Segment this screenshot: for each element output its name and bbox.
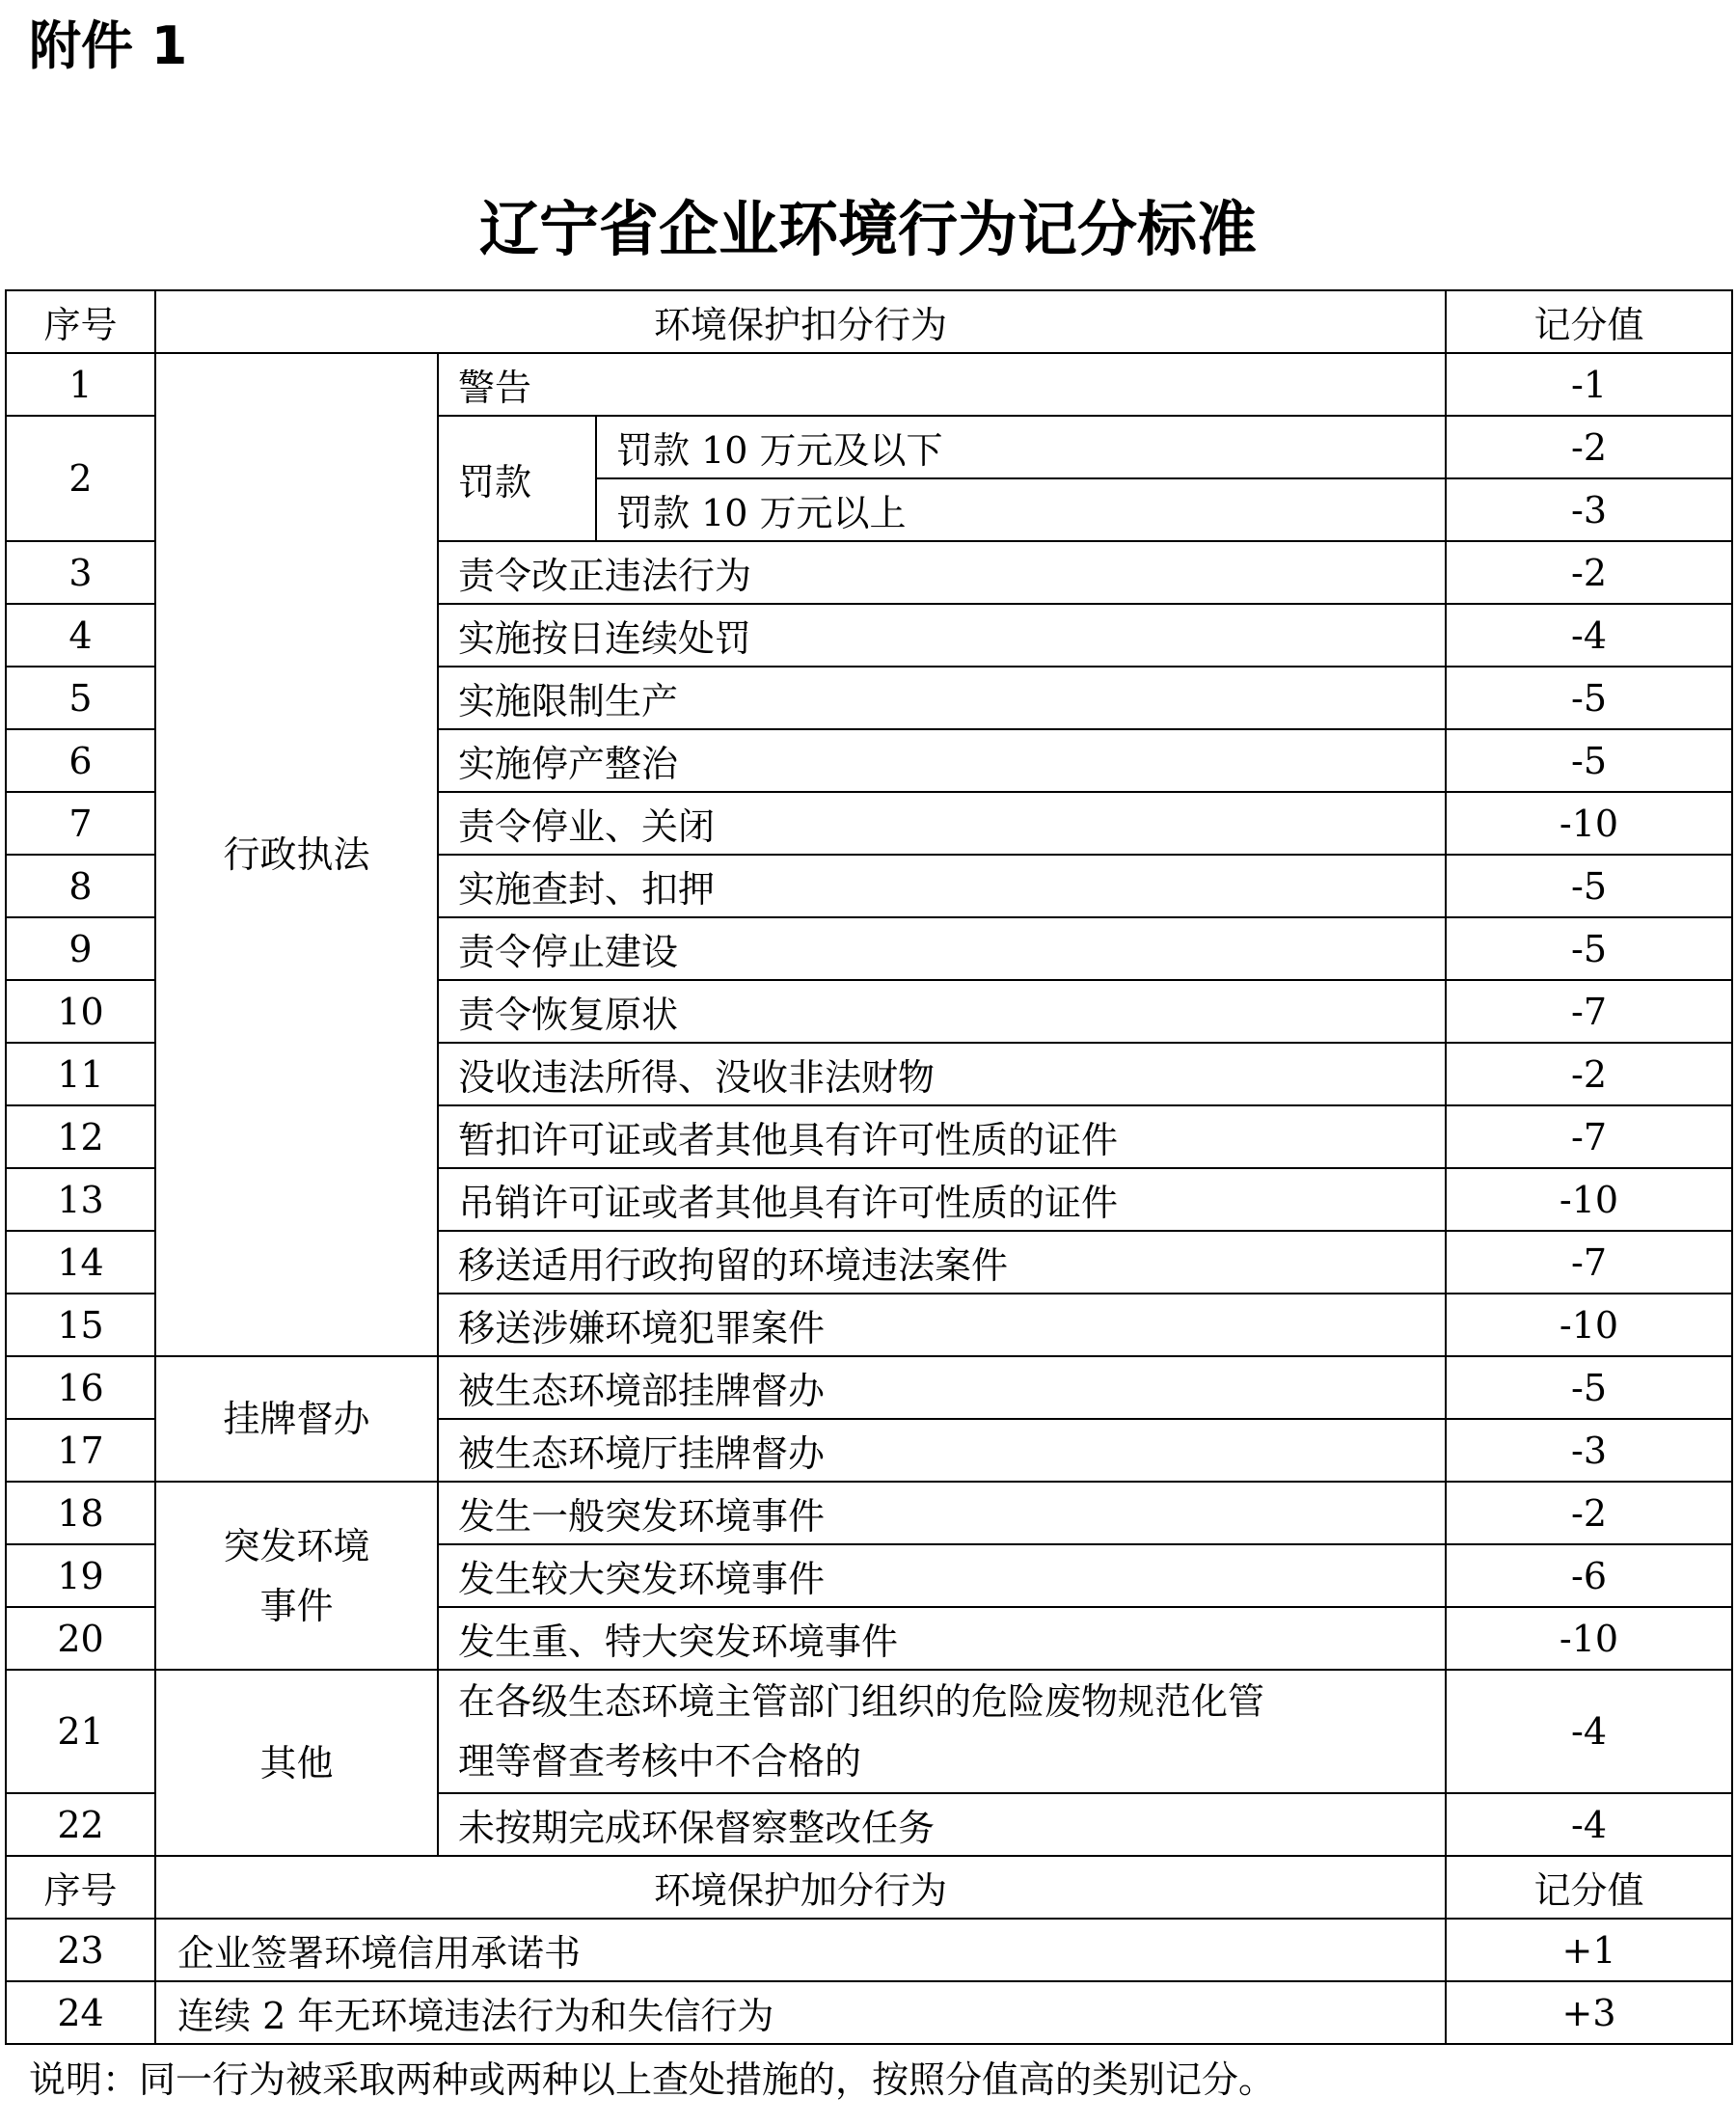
score-value: -7 bbox=[1446, 1231, 1732, 1294]
score-value: -6 bbox=[1446, 1544, 1732, 1607]
category-sudden-incident bbox=[155, 1482, 438, 1670]
score-value: -2 bbox=[1446, 1043, 1732, 1105]
row-number: 24 bbox=[6, 1981, 155, 2044]
behavior-text: 实施按日连续处罚 bbox=[438, 604, 1446, 667]
row-number: 6 bbox=[6, 729, 155, 792]
behavior-text: 实施停产整治 bbox=[438, 729, 1446, 792]
behavior-text: 责令停业、关闭 bbox=[438, 792, 1446, 855]
behavior-text: 责令改正违法行为 bbox=[438, 541, 1446, 604]
document-title: 辽宁省企业环境行为记分标准 bbox=[478, 194, 1257, 264]
scoring-standard-table bbox=[5, 289, 1733, 2045]
behavior-text: 责令恢复原状 bbox=[438, 980, 1446, 1043]
behavior-text: 未按期完成环保督察整改任务 bbox=[438, 1793, 1446, 1856]
behavior-line: 理等督查考核中不合格的 bbox=[458, 1740, 862, 1783]
score-value: -10 bbox=[1446, 1607, 1732, 1670]
header-seq: 序号 bbox=[6, 1856, 155, 1919]
score-value: -5 bbox=[1446, 855, 1732, 917]
score-value: +3 bbox=[1446, 1981, 1732, 2044]
behavior-text: 暂扣许可证或者其他具有许可性质的证件 bbox=[438, 1105, 1446, 1168]
table-header-row-deduct bbox=[6, 290, 1732, 353]
behavior-text: 被生态环境部挂牌督办 bbox=[438, 1356, 1446, 1419]
score-value: -5 bbox=[1446, 667, 1732, 729]
row-number: 23 bbox=[6, 1919, 155, 1981]
row-number: 4 bbox=[6, 604, 155, 667]
behavior-text: 发生重、特大突发环境事件 bbox=[438, 1607, 1446, 1670]
category-listed-supervision: 挂牌督办 bbox=[155, 1356, 438, 1482]
row-number: 8 bbox=[6, 855, 155, 917]
behavior-text: 实施限制生产 bbox=[438, 667, 1446, 729]
score-value: -10 bbox=[1446, 1168, 1732, 1231]
footnote: 说明：同一行为被采取两种或两种以上查处措施的，按照分值高的类别记分。 bbox=[29, 2058, 1276, 2101]
category-line: 事件 bbox=[259, 1584, 334, 1627]
behavior-line: 在各级生态环境主管部门组织的危险废物规范化管 bbox=[458, 1680, 1265, 1723]
row-number: 2 bbox=[6, 416, 155, 541]
row-number: 11 bbox=[6, 1043, 155, 1105]
header-add-behavior: 环境保护加分行为 bbox=[155, 1856, 1446, 1919]
score-value: -3 bbox=[1446, 478, 1732, 541]
row-number: 5 bbox=[6, 667, 155, 729]
table-row bbox=[6, 1356, 1732, 1419]
category-admin-enforcement: 行政执法 bbox=[155, 353, 438, 1356]
score-value: -4 bbox=[1446, 1670, 1732, 1793]
header-score: 记分值 bbox=[1446, 290, 1732, 353]
behavior-text: 发生较大突发环境事件 bbox=[438, 1544, 1446, 1607]
behavior-text: 被生态环境厅挂牌督办 bbox=[438, 1419, 1446, 1482]
score-value: -7 bbox=[1446, 1105, 1732, 1168]
score-value: -10 bbox=[1446, 1294, 1732, 1356]
score-value: -4 bbox=[1446, 604, 1732, 667]
header-seq: 序号 bbox=[6, 290, 155, 353]
behavior-text: 罚款 10 万元以上 bbox=[596, 478, 1446, 541]
score-value: -5 bbox=[1446, 729, 1732, 792]
behavior-text: 移送适用行政拘留的环境违法案件 bbox=[438, 1231, 1446, 1294]
row-number: 21 bbox=[6, 1670, 155, 1793]
score-value: -2 bbox=[1446, 416, 1732, 478]
row-number: 10 bbox=[6, 980, 155, 1043]
category-other: 其他 bbox=[155, 1670, 438, 1856]
score-value: -5 bbox=[1446, 1356, 1732, 1419]
behavior-text: 发生一般突发环境事件 bbox=[438, 1482, 1446, 1544]
row-number: 15 bbox=[6, 1294, 155, 1356]
behavior-text: 移送涉嫌环境犯罪案件 bbox=[438, 1294, 1446, 1356]
score-value: -5 bbox=[1446, 917, 1732, 980]
table-row bbox=[6, 1670, 1732, 1793]
row-number: 18 bbox=[6, 1482, 155, 1544]
behavior-text: 实施查封、扣押 bbox=[438, 855, 1446, 917]
behavior-text: 连续 2 年无环境违法行为和失信行为 bbox=[155, 1981, 1446, 2044]
table-row bbox=[6, 1919, 1732, 1981]
table-row bbox=[6, 1981, 1732, 2044]
row-number: 3 bbox=[6, 541, 155, 604]
header-score: 记分值 bbox=[1446, 1856, 1732, 1919]
behavior-text: 没收违法所得、没收非法财物 bbox=[438, 1043, 1446, 1105]
fine-label: 罚款 bbox=[438, 416, 596, 541]
row-number: 7 bbox=[6, 792, 155, 855]
behavior-text: 罚款 10 万元及以下 bbox=[596, 416, 1446, 478]
score-value: +1 bbox=[1446, 1919, 1732, 1981]
row-number: 12 bbox=[6, 1105, 155, 1168]
behavior-text bbox=[438, 1670, 1446, 1793]
row-number: 9 bbox=[6, 917, 155, 980]
row-number: 19 bbox=[6, 1544, 155, 1607]
score-value: -3 bbox=[1446, 1419, 1732, 1482]
score-value: -1 bbox=[1446, 353, 1732, 416]
row-number: 22 bbox=[6, 1793, 155, 1856]
behavior-text: 警告 bbox=[438, 353, 1446, 416]
header-deduct-behavior: 环境保护扣分行为 bbox=[155, 290, 1446, 353]
score-value: -2 bbox=[1446, 541, 1732, 604]
score-value: -2 bbox=[1446, 1482, 1732, 1544]
row-number: 20 bbox=[6, 1607, 155, 1670]
behavior-text: 责令停止建设 bbox=[438, 917, 1446, 980]
behavior-text: 企业签署环境信用承诺书 bbox=[155, 1919, 1446, 1981]
score-value: -7 bbox=[1446, 980, 1732, 1043]
category-line: 突发环境 bbox=[223, 1524, 370, 1567]
row-number: 14 bbox=[6, 1231, 155, 1294]
table-row bbox=[6, 353, 1732, 416]
row-number: 16 bbox=[6, 1356, 155, 1419]
row-number: 13 bbox=[6, 1168, 155, 1231]
score-value: -10 bbox=[1446, 792, 1732, 855]
table-header-row-add bbox=[6, 1856, 1732, 1919]
score-value: -4 bbox=[1446, 1793, 1732, 1856]
row-number: 17 bbox=[6, 1419, 155, 1482]
attachment-label: 附件 1 bbox=[29, 15, 188, 76]
table-row bbox=[6, 1482, 1732, 1544]
behavior-text: 吊销许可证或者其他具有许可性质的证件 bbox=[438, 1168, 1446, 1231]
row-number: 1 bbox=[6, 353, 155, 416]
